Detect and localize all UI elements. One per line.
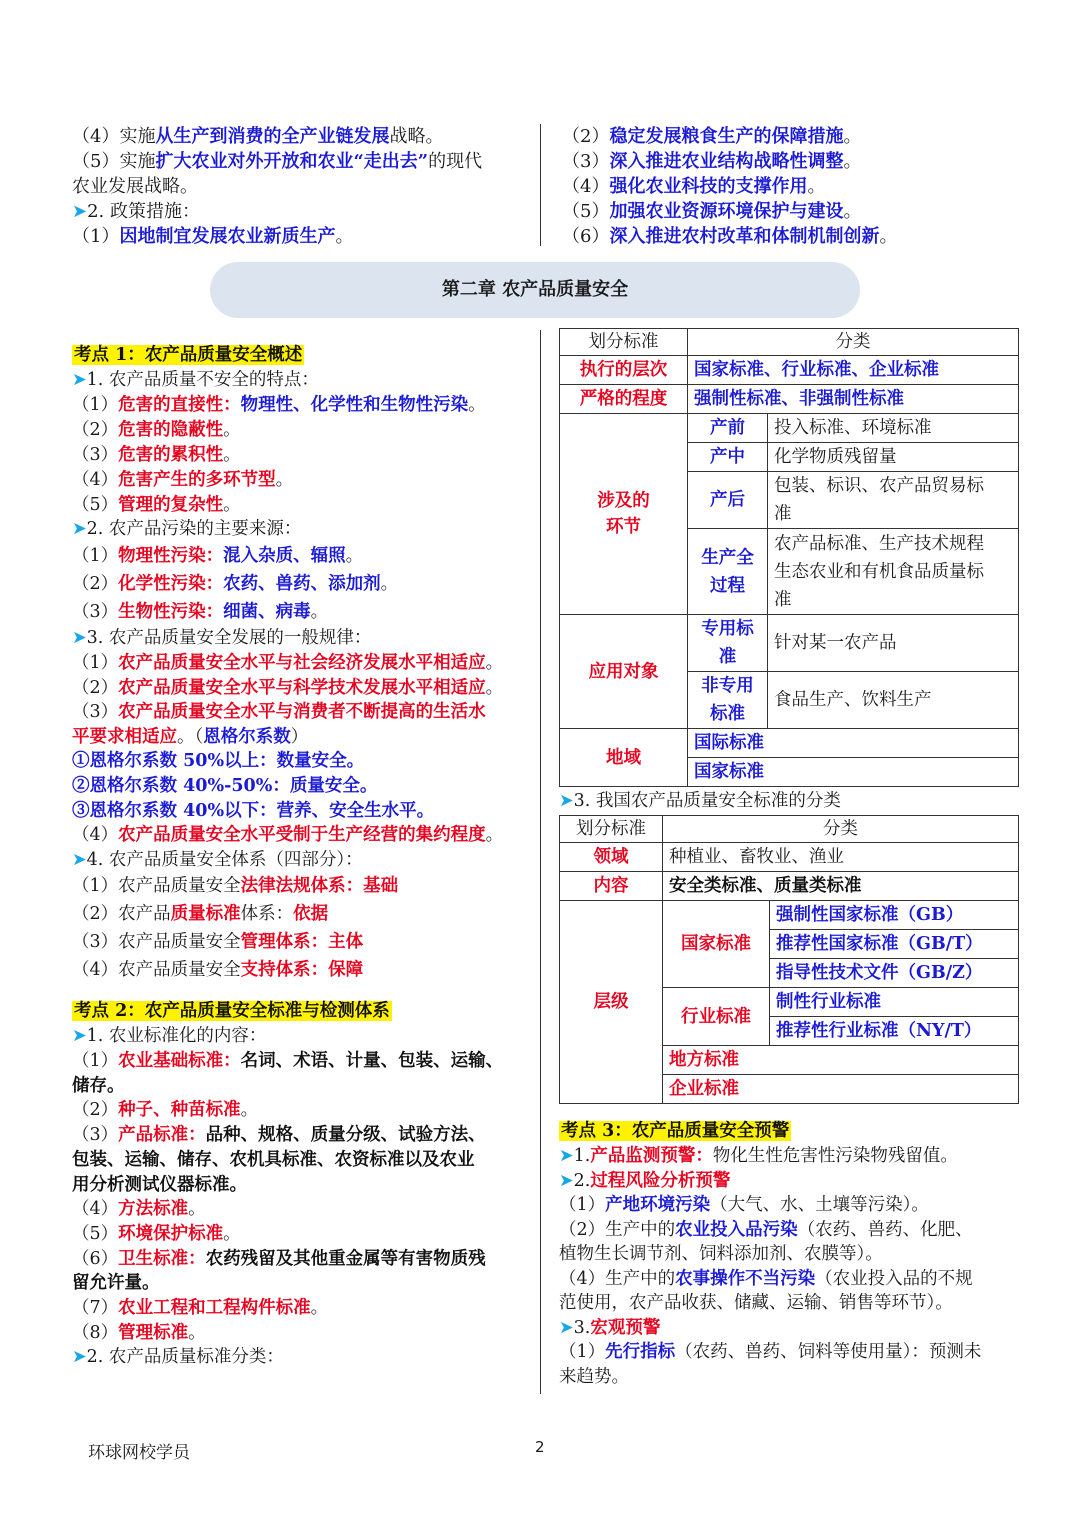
table-cell: 行业标准 — [663, 988, 770, 1046]
list-item: （2）化学性污染：农药、兽药、添加剂。 — [72, 574, 399, 595]
arrow-icon: ➤ — [72, 201, 88, 222]
list-item: （7）农业工程和工程构件标准。 — [72, 1298, 329, 1319]
table-row — [560, 615, 1019, 672]
list-item-cont: 平要求相适应。（恩格尔系数） — [72, 726, 309, 747]
list-item: （1）农业基础标准：名词、术语、计量、包装、运输、 — [72, 1050, 504, 1071]
table-cell: 国家标准 — [663, 901, 770, 988]
top-left-line-3: 农业发展战略。 — [72, 176, 198, 197]
engel-item: ②恩格尔系数 40%-50%：质量安全。 — [72, 775, 378, 796]
engel-item: ③恩格尔系数 40%以下：营养、安全生水平。 — [72, 800, 435, 821]
list-item-cont: 包装、运输、储存、农机具标准、农资标准以及农业 — [72, 1149, 475, 1170]
list-item: （3）产品标准：品种、规格、质量分级、试验方法、 — [72, 1125, 486, 1146]
top-left-column — [72, 124, 532, 249]
table-cell: 产后 — [688, 472, 768, 529]
subheading-1: ➤1. 农产品质量不安全的特点： — [72, 370, 319, 390]
arrow-icon: ➤ — [72, 1347, 87, 1368]
table-cell: 农产品标准、生产技术规程 生态农业和有机食品质量标 准 — [768, 529, 1019, 615]
list-item: （1）物理性污染：混入杂质、辐照。 — [72, 546, 364, 567]
table-header-cell: 划分标准 — [560, 329, 688, 356]
table-cell: 产中 — [688, 443, 768, 472]
table-cell: 非专用 标准 — [688, 672, 768, 729]
standards-table-2 — [559, 815, 1019, 1104]
table-row — [560, 843, 1019, 872]
list-item: （1）农产品质量安全法律法规体系：基础 — [72, 876, 399, 897]
arrow-icon: ➤ — [72, 849, 87, 870]
list-item: （2）危害的隐蔽性。 — [72, 419, 241, 440]
list-item: （2）农产品质量标准体系：依据 — [72, 904, 329, 925]
table-cell: 投入标准、环境标准 — [768, 414, 1019, 443]
footer-label: 环球网校学员 — [88, 1443, 190, 1463]
table-cell: 国家标准 — [688, 758, 1019, 787]
table-cell: 应用对象 — [560, 615, 688, 729]
section-heading-3: 考点 3：农产品质量安全预警 — [561, 1121, 790, 1141]
table-cell: 制性行业标准 — [770, 988, 1019, 1017]
page-number: 2 — [535, 1438, 545, 1456]
table-header-cell: 划分标准 — [560, 816, 663, 843]
list-item: （3）农产品质量安全管理体系：主体 — [72, 932, 364, 953]
arrow-icon: ➤ — [72, 370, 87, 390]
table-cell: 生产全 过程 — [688, 529, 768, 615]
list-item-cont: 来趋势。 — [559, 1366, 629, 1387]
subheading-5: ➤1. 农业标准化的内容： — [72, 1026, 267, 1047]
list-item: （4）危害产生的多环节型。 — [72, 469, 294, 490]
table-cell: 地域 — [560, 729, 688, 787]
table-cell: 专用标 准 — [688, 615, 768, 672]
list-item: （1）产地环境污染（大气、水、土壤等污染）。 — [559, 1195, 929, 1215]
table-header-cell: 分类 — [688, 329, 1019, 356]
subheading-2: ➤2. 农产品污染的主要来源： — [72, 519, 302, 540]
arrow-icon: ➤ — [559, 791, 574, 811]
table-cell: 强制性国家标准（GB） — [770, 901, 1019, 930]
table-cell: 涉及的 环节 — [560, 414, 688, 615]
table-cell: 领域 — [560, 843, 663, 872]
top-left-line-2: （5）实施扩大农业对外开放和农业“走出去”的现代 — [72, 151, 483, 172]
list-item: （3）危害的累积性。 — [72, 444, 241, 465]
table-header-cell: 分类 — [663, 816, 1019, 843]
arrow-icon: ➤ — [559, 1317, 574, 1338]
list-item: ➤1.产品监测预警：物化生性危害性污染物残留值。 — [559, 1146, 958, 1166]
column-divider-main — [540, 330, 541, 1394]
arrow-icon: ➤ — [72, 628, 87, 649]
table-cell: 食品生产、饮料生产 — [768, 672, 1019, 729]
table-cell: 企业标准 — [663, 1075, 1019, 1104]
list-item: （4）农产品质量安全水平受制于生产经营的集约程度。 — [72, 825, 504, 846]
list-item-cont: 植物生长调节剂、饲料添加剂、农膜等）。 — [559, 1244, 883, 1264]
table-cell: 执行的层次 — [560, 356, 688, 385]
section-heading-2: 考点 2：农产品质量安全标准与检测体系 — [74, 1001, 390, 1022]
subheading-4: ➤4. 农产品质量安全体系（四部分）： — [72, 849, 363, 870]
table-cell: 内容 — [560, 872, 663, 901]
table-cell: 强制性标准、非强制性标准 — [688, 385, 1019, 414]
engel-item: ①恩格尔系数 50%以上：数量安全。 — [72, 751, 365, 772]
table-row — [560, 816, 1019, 843]
list-item: （4）农产品质量安全支持体系：保障 — [72, 960, 364, 981]
table-cell: 化学物质残留量 — [768, 443, 1019, 472]
right-column — [559, 328, 1019, 1389]
table-cell: 地方标准 — [663, 1046, 1019, 1075]
list-item: （1）先行指标（农药、兽药、饲料等使用量）：预测未 — [559, 1342, 982, 1362]
list-item: （2）农产品质量安全水平与科学技术发展水平相适应。 — [72, 677, 504, 698]
table-cell: 严格的程度 — [560, 385, 688, 414]
subheading-6: ➤2. 农产品质量标准分类： — [72, 1347, 284, 1368]
table-cell: 指导性技术文件（GB/Z） — [770, 959, 1019, 988]
standards-table-1 — [559, 328, 1019, 787]
list-item: （3）农产品质量安全水平与消费者不断提高的生活水 — [72, 702, 486, 723]
table-row — [560, 356, 1019, 385]
arrow-icon: ➤ — [72, 519, 87, 540]
list-item: ➤3.宏观预警 — [559, 1317, 661, 1338]
table-cell: 种植业、畜牧业、渔业 — [663, 843, 1019, 872]
table-cell: 产前 — [688, 414, 768, 443]
list-item: （8）管理标准。 — [72, 1322, 206, 1343]
list-item-cont: 储存。 — [72, 1075, 125, 1096]
table-row — [560, 414, 1019, 443]
policy-item-1: （1）因地制宜发展农业新质生产。 — [72, 226, 354, 247]
policy-item-5: （5）加强农业资源环境保护与建设。 — [562, 201, 862, 222]
table-cell: 安全类标准、质量类标准 — [663, 872, 1019, 901]
list-item: （4）生产中的农事操作不当污染（农业投入品的不规 — [559, 1268, 973, 1289]
arrow-icon: ➤ — [559, 1146, 574, 1166]
chapter-title: 第二章 农产品质量安全 — [210, 262, 860, 318]
table-cell: 包装、标识、农产品贸易标 准 — [768, 472, 1019, 529]
section-heading-1: 考点 1：农产品质量安全概述 — [74, 345, 303, 365]
table-row — [560, 729, 1019, 758]
list-item: （4）方法标准。 — [72, 1199, 206, 1220]
table-row — [560, 901, 1019, 930]
list-item: （5）管理的复杂性。 — [72, 494, 241, 515]
list-item: （2）种子、种苗标准。 — [72, 1100, 259, 1121]
table-cell: 推荐性国家标准（GB/T） — [770, 930, 1019, 959]
policy-item-6: （6）深入推进农村改革和体制机制创新。 — [562, 226, 898, 247]
table2-caption: ➤3. 我国农产品质量安全标准的分类 — [559, 791, 841, 811]
table-row — [560, 329, 1019, 356]
top-left-line-1: （4）实施从生产到消费的全产业链发展战略。 — [72, 126, 444, 147]
table-cell: 推荐性行业标准（NY/T） — [770, 1017, 1019, 1046]
list-item: （1）农产品质量安全水平与社会经济发展水平相适应。 — [72, 652, 504, 673]
policy-item-3: （3）深入推进农业结构战略性调整。 — [562, 151, 862, 172]
list-item: （1）危害的直接性：物理性、化学性和生物性污染。 — [72, 394, 486, 415]
table-cell: 国际标准 — [688, 729, 1019, 758]
column-divider-top — [540, 124, 541, 246]
top-right-column — [562, 124, 1022, 249]
list-item: （2）生产中的农业投入品污染（农药、兽药、化肥、 — [559, 1219, 973, 1240]
left-column — [72, 342, 534, 1370]
list-item-cont: 用分析测试仪器标准。 — [72, 1174, 247, 1195]
table-cell: 国家标准、行业标准、企业标准 — [688, 356, 1019, 385]
list-item: （3）生物性污染：细菌、病毒。 — [72, 602, 329, 623]
arrow-icon: ➤ — [72, 1026, 87, 1047]
policy-item-4: （4）强化农业科技的支撑作用。 — [562, 176, 826, 197]
list-item-cont: 留允许量。 — [72, 1273, 160, 1294]
table-cell: 针对某一农产品 — [768, 615, 1019, 672]
subheading-3: ➤3. 农产品质量安全发展的一般规律： — [72, 628, 372, 649]
arrow-icon: ➤ — [559, 1170, 574, 1191]
policy-heading: ➤2. 政策措施： — [72, 201, 200, 222]
list-item: （6）卫生标准：农药残留及其他重金属等有害物质残 — [72, 1248, 486, 1269]
table-row — [560, 385, 1019, 414]
table-row — [560, 872, 1019, 901]
list-item: （5）环境保护标准。 — [72, 1223, 241, 1244]
list-item: ➤2.过程风险分析预警 — [559, 1170, 731, 1191]
policy-item-2: （2）稳定发展粮食生产的保障措施。 — [562, 126, 862, 147]
table-cell: 层级 — [560, 901, 663, 1104]
list-item-cont: 范使用，农产品收获、储藏、运输、销售等环节）。 — [559, 1293, 953, 1313]
